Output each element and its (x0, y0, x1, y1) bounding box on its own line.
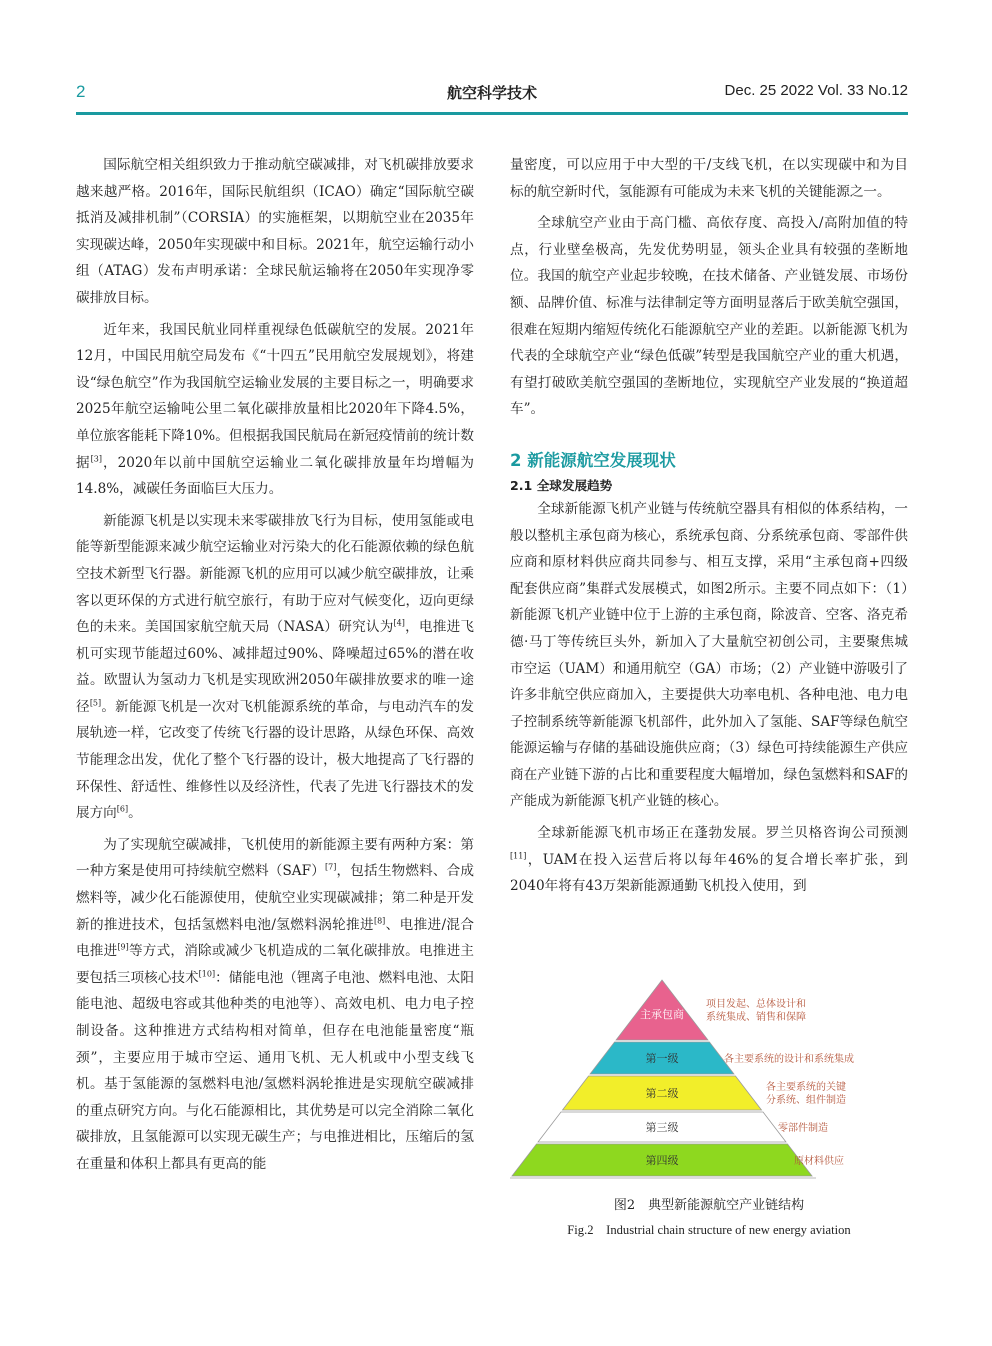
level-4-desc1: 原材料供应 (794, 1156, 844, 1167)
citation: [9] (117, 942, 129, 952)
page-header (76, 82, 908, 104)
paragraph: 全球航空产业由于高门槛、高依存度、高投入/高附加值的特点，行业壁垒极高，先发优势明显，领头企业具有较强的垄断地位。我国的航空产业起步较晚，在技术储备、产业链发展、市场份额、品牌价值、标准与法律制定等方面明显落后于欧美航空强国，很难在短期内缩短传统化石能源航空产业的差距。以新能源飞机为代表的全球航空产业“绿色低碳”转型是我国航空产业的重大机遇，有望打破欧美航空强国的垄断地位，实现航空产业发展的“换道超车”。 (510, 215, 908, 418)
right-column (510, 152, 908, 900)
paragraph: 国际航空相关组织致力于推动航空碳减排，对飞机碳排放要求越来越严格。2016年，国际民航组织（ICAO）确定“国际航空碳抵消及减排机制”（CORSIA）的实施框架，以期航空业在2035年实现碳达峰，2050年实现碳中和目标。2021年，航空运输行动小组（ATAG）发布声明承诺：全球民航运输将在2050年实现净零碳排放目标。 (76, 157, 474, 306)
paragraph: 近年来，我国民航业同样重视绿色低碳航空的发展。2021年12月，中国民用航空局发布《“十四五”民用航空发展规划》，将建设“绿色航空”作为我国航空运输业发展的主要目标之一，明确要求2025年航空运输吨公里二氧化碳排放量相比2020年下降4.5%，单位旅客能耗下降10%。但根据我国民航局在新冠疫情前的统计数据[3]，2020年以前中国航空运输业二氧化碳排放量年均增幅为14.8%，减碳任务面临巨大压力。 (76, 321, 475, 498)
citation: [7] (325, 862, 337, 872)
level-0-desc2: 系统集成、销售和保障 (706, 1012, 806, 1023)
citation: [8] (373, 916, 386, 926)
pyramid-diagram (510, 970, 908, 1188)
citation: [3] (90, 454, 102, 463)
level-1-label: 第一级 (645, 1052, 679, 1065)
journal-title: 航空科学技术 (446, 84, 537, 102)
level-2-desc2: 分系统、组件制造 (766, 1095, 846, 1106)
paragraph: 新能源飞机是以实现未来零碳排放飞行为目标，使用氢能或电能等新型能源来减少航空运输业对污染大的化石能源依赖的绿色航空技术新型飞行器。新能源飞机的应用可以减少航空碳排放，让乘客以更环保的方式进行航空旅行，有助于应对气候变化，迈向更绿色的未来。美国国家航空航天局（NASA）研究认为[4]，电推进飞机可实现节能超过60%、减排超过90%、降噪超过65%的潜在收益。欧盟认为氢动力飞机是实现欧洲2050年碳排放要求的唯一途径[5]。新能源飞机是一次对飞机能源系统的革命，与电动汽车的发展轨迹一样，它改变了传统飞行器的设计思路，从绿色环保、高效节能理念出发，优化了整个飞行器的设计，极大地提高了飞行器的环保性、舒适性、维修性以及经济性，代表了先进飞行器技术的发展方向[6]。 (76, 512, 475, 822)
level-0-desc1: 项目发起、总体设计和 (706, 999, 806, 1010)
page-number: 2 (76, 82, 86, 101)
paragraph: 全球新能源飞机产业链与传统航空器具有相似的体系结构，一般以整机主承包商为核心，系统承包商、分系统承包商、零部件供应商和原材料供应商共同参与、相互支撑，采用“主承包商+四级配套供应商”集群式发展模式，如图2所示。主要不同点如下：（1）新能源飞机产业链中位于上游的主承包商，除波音、空客、洛克希德·马丁等传统巨头外，新加入了大量航空初创公司，主要聚焦城市空运（UAM）和通用航空（GA）市场；（2）产业链中游吸引了许多非航空供应商加入，主要提供大功率电机、各种电池、电力电子控制系统等新能源飞机部件，此外加入了氢能、SAF等绿色航空能源运输与存储的基础设施供应商；（3）绿色可持续能源生产供应商在产业链下游的占比和重要程度大幅增加，绿色氢燃料和SAF的产能成为新能源飞机产业链的核心。 (510, 500, 908, 810)
paragraph: 量密度，可以应用于中大型的干/支线飞机，在以实现碳中和为目标的航空新时代，氢能源有可能成为未来飞机的关键能源之一。 (510, 157, 908, 200)
level-3-label: 第三级 (645, 1121, 679, 1134)
citation: [11] (510, 851, 527, 861)
level-2-label: 第二级 (645, 1087, 679, 1100)
section-title: 2 新能源航空发展现状 (510, 450, 676, 470)
level-4-label: 第四级 (645, 1154, 679, 1167)
level-2-desc1: 各主要系统的关键 (766, 1082, 846, 1093)
citation: [10] (198, 969, 216, 979)
level-3-desc1: 零部件制造 (778, 1123, 828, 1134)
figure-caption-en: Fig.2 Industrial chain structure of new energy aviation (567, 1223, 851, 1237)
level-1-desc1: 各主要系统的设计和系统集成 (724, 1054, 854, 1065)
paragraph: 全球新能源飞机市场正在蓬勃发展。罗兰贝格咨询公司预测[11]，UAM在投入运营后将以每年46%的复合增长率扩张，到2040年将有43万架新能源通勤飞机投入使用，到 (510, 825, 908, 895)
citation: [6] (116, 804, 129, 814)
figure-caption-cn: 图2 典型新能源航空产业链结构 (613, 1198, 805, 1213)
citation: [4] (393, 618, 405, 628)
subsection-title: 2.1 全球发展趋势 (510, 477, 613, 493)
paragraph: 为了实现航空碳减排，飞机使用的新能源主要有两种方案：第一种方案是使用可持续航空燃料（SAF）[7]，包括生物燃料、合成燃料等，减少化石能源使用，使航空业实现碳减排；第二种是开发新的推进技术，包括氢燃料电池/氢燃料涡轮推进[8]、电推进/混合电推进[9]等方式，消除或减少飞机造成的二氧化碳排放。电推进主要包括三项核心技术[10]：储能电池（锂离子电池、燃料电池、太阳能电池、超级电容或其他种类的电池等）、高效电机、电力电子控制设备。这种推进方式结构相对简单，但存在电池能量密度“瓶颈”，主要应用于城市空运、通用飞机、无人机或中小型支线飞机。基于氢能源的氢燃料电池/氢燃料涡轮推进是实现航空碳减排的重点研究方向。与化石能源相比，其优势是可以完全消除二氧化碳排放，且氢能源可以实现无碳生产；与电推进相比，压缩后的氢在重量和体积上都具有更高的能 (76, 836, 475, 1172)
figure-2 (510, 970, 908, 1238)
header-rule (76, 112, 908, 115)
level-0-label: 主承包商 (640, 1008, 684, 1021)
issue-info: Dec. 25 2022 Vol. 33 No.12 (724, 82, 908, 99)
citation: [5] (89, 698, 102, 708)
left-column (76, 152, 474, 1178)
